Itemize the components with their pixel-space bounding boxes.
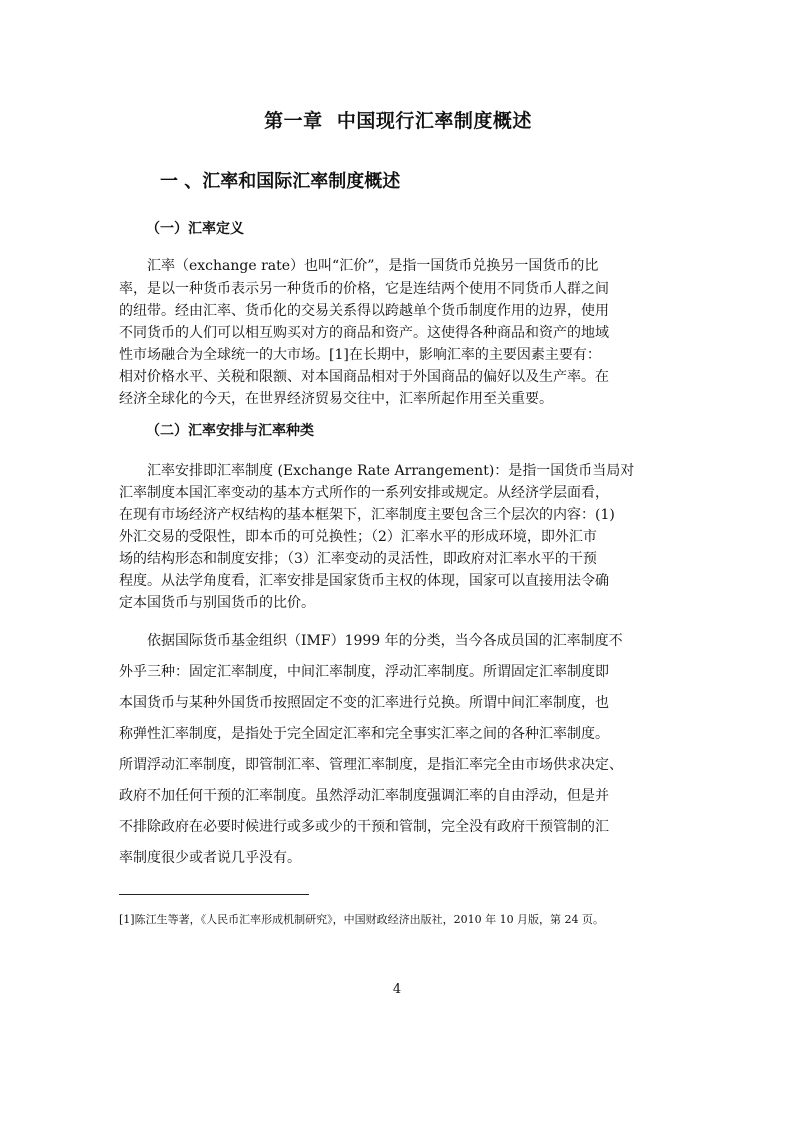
paragraph-line: 定本国货币与别国货币的比价。 — [119, 595, 315, 611]
paragraph-line: 称弹性汇率制度，是指处于完全固定汇率和完全事实汇率之间的各种汇率制度。 — [119, 726, 609, 742]
footnote-divider — [119, 894, 309, 895]
paragraph-line: 政府不加任何干预的汇率制度。虽然浮动汇率制度强调汇率的自由浮动，但是并 — [119, 788, 609, 804]
paragraph-line: 汇率制度本国汇率变动的基本方式所作的一系列安排或规定。从经济学层面看， — [119, 485, 609, 501]
chapter-title: 第一章 中国现行汇率制度概述 — [264, 110, 532, 132]
footnote: [1]陈江生等著，《人民币汇率形成机制研究》，中国财政经济出版社，2010 年 10 月版，第 24 页。 — [119, 913, 605, 926]
paragraph-line: 场的结构形态和制度安排；（3）汇率变动的灵活性，即政府对汇率水平的干预 — [119, 551, 597, 567]
paragraph-line: 率制度很少或者说几乎没有。 — [119, 850, 301, 866]
section-title: 一 、汇率和国际汇率制度概述 — [160, 171, 401, 192]
paragraph-line: 经济全球化的今天，在世界经济贸易交往中，汇率所起作用至关重要。 — [119, 391, 553, 407]
paragraph-line: 汇率（exchange rate）也叫“汇价”，是指一国货币兑换另一国货币的比 — [147, 258, 599, 274]
paragraph-line: 依据国际货币基金组织（IMF）1999 年的分类，当今各成员国的汇率制度不 — [147, 633, 623, 649]
page-number: 4 — [392, 982, 402, 997]
paragraph-line: 的纽带。经由汇率、货币化的交易关系得以跨越单个货币制度作用的边界，使用 — [119, 303, 609, 319]
paragraph-line: 性市场融合为全球统一的大市场。[1]在长期中，影响汇率的主要因素主要有： — [119, 347, 601, 363]
paragraph-line: 汇率安排即汇率制度 (Exchange Rate Arrangement)：是指一国货币当局对 — [147, 463, 635, 479]
paragraph-line: 不排除政府在必要时候进行或多或少的干预和管制，完全没有政府干预管制的汇 — [119, 819, 609, 835]
subsection-heading-arrangement: （二）汇率安排与汇率种类 — [146, 423, 314, 439]
paragraph-line: 本国货币与某种外国货币按照固定不变的汇率进行兑换。所谓中间汇率制度，也 — [119, 695, 609, 711]
paragraph-line: 相对价格水平、关税和限额、对本国商品相对于外国商品的偏好以及生产率。在 — [119, 369, 609, 385]
subsection-heading-definition: （一）汇率定义 — [146, 221, 244, 237]
paragraph-line: 所谓浮动汇率制度，即管制汇率、管理汇率制度，是指汇率完全由市场供求决定、 — [119, 757, 623, 773]
paragraph-line: 外汇交易的受限性，即本币的可兑换性；（2）汇率水平的形成环境，即外汇市 — [119, 529, 597, 545]
paragraph-line: 程度。从法学角度看，汇率安排是国家货币主权的体现，国家可以直接用法令确 — [119, 573, 609, 589]
paragraph-line: 率，是以一种货币表示另一种货币的价格，它是连结两个使用不同货币人群之间 — [119, 281, 609, 297]
paragraph-line: 外乎三种：固定汇率制度，中间汇率制度，浮动汇率制度。所谓固定汇率制度即 — [119, 664, 609, 680]
paragraph-line: 不同货币的人们可以相互购买对方的商品和资产。这使得各种商品和资产的地域 — [119, 325, 609, 341]
paragraph-line: 在现有市场经济产权结构的基本框架下，汇率制度主要包含三个层次的内容：(1) — [119, 507, 615, 523]
